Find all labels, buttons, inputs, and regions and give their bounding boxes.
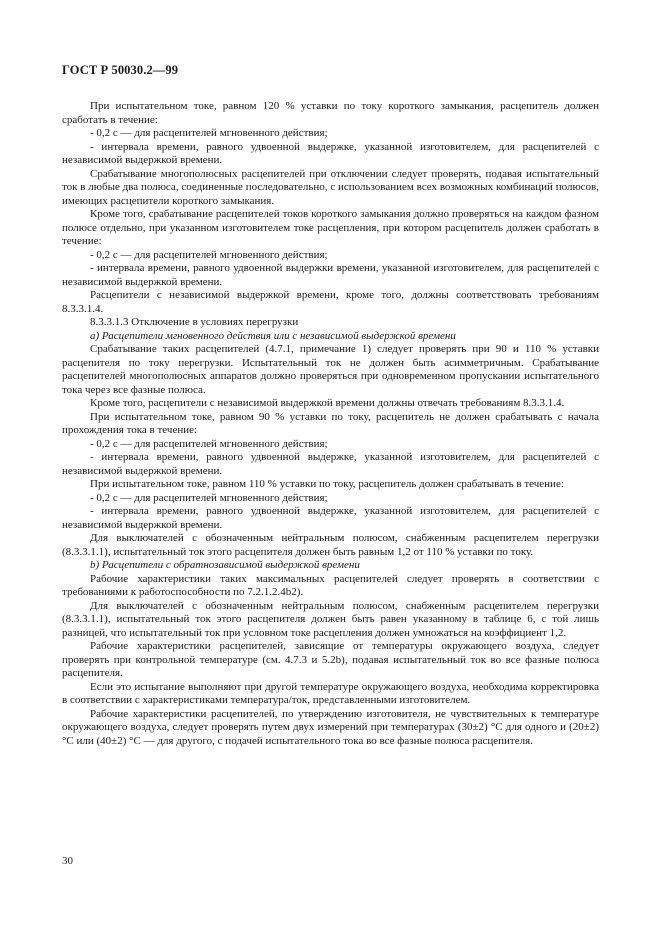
subsection-heading: а) Расцепители мгновенного действия или с независимой выдержкой времени xyxy=(90,329,456,342)
list-item: - 0,2 с — для расцепителей мгновенного действия; xyxy=(90,437,328,450)
paragraph: При испытательном токе, равном 90 % уставки по току, расцепитель не должен срабатывать с начала прохождения тока в течение: xyxy=(62,410,599,436)
document-header: ГОСТ Р 50030.2—99 xyxy=(62,63,179,77)
subsection-heading: b) Расцепители с обратнозависимой выдержкой времени xyxy=(90,559,360,571)
paragraph: Рабочие характеристики расцепителей, по утверждению изготовителя, не чувствительных к температуре окружающего воздуха, следует проверять путем двух измерений при температурах (30±2) °С для одного и (20±2) °С или (40±2) °С — для другого, с подачей испытательного тока во все фазные полюса расцепителя. xyxy=(62,707,599,747)
paragraph: Кроме того, срабатывание расцепителей токов короткого замыкания должно проверяться на каждом фазном полюсе отдельно, при указанном изготовителем токе расцепления, при котором расцепитель должен сработать в течение: xyxy=(62,208,599,247)
list-item: - интервала времени, равного удвоенной выдержке, указанной изготовителем, для расцепителей с независимой выдержкой времени. xyxy=(62,505,599,531)
paragraph: При испытательном токе, равном 110 % уставки по току, расцепитель должен срабатывать в течение: xyxy=(90,478,564,490)
document-body xyxy=(62,100,599,748)
paragraph: Расцепители с независимой выдержкой времени, кроме того, должны соответствовать требованиям 8.3.3.1.4. xyxy=(62,289,599,315)
list-item: - интервала времени, равного удвоенной выдержке, указанной изготовителем, для расцепителей с независимой выдержкой времени. xyxy=(62,451,599,477)
paragraph: Кроме того, расцепители с независимой выдержкой времени должны отвечать требованиям 8.3.3.1.4. xyxy=(90,397,565,409)
paragraph: Если это испытание выполняют при другой температуре окружающего воздуха, необходима корректировка в соответствии с характеристиками температура/ток, представленными изготовителем. xyxy=(62,680,599,706)
paragraph: При испытательном токе, равном 120 % уставки по току короткого замыкания, расцепитель должен сработать в течение: xyxy=(62,100,599,126)
paragraph: Срабатывание многополюсных расцепителей при отключении следует проверять, подавая испытательный ток в любые два полюса, соединенные последовательно, с использованием всех возможных комбинаций полюсов, имеющих расцепители короткого замыкания. xyxy=(62,167,599,207)
list-item: - интервала времени, равного удвоенной выдержке, указанной изготовителем, для расцепителей с независимой выдержкой времени. xyxy=(62,140,599,166)
paragraph: Рабочие характеристики таких максимальных расцепителей следует проверять в соответствии с требованиями к работоспособности по 7.2.1.2.4b2). xyxy=(62,572,599,598)
section-heading: 8.3.3.1.3 Отключение в условиях перегрузки xyxy=(90,316,299,328)
list-item: - 0,2 с — для расцепителей мгновенного действия; xyxy=(90,127,328,139)
paragraph: Для выключателей с обозначенным нейтральным полюсом, снабженным расцепителем перегрузки (8.3.3.1.1), испытательный ток этого расцепителя должен быть равен указанному в таблице 6, с той лишь разницей, что испытательный ток при условном токе расцепления должен умножаться на коэффициент 1,2. xyxy=(62,599,599,639)
page-number: 30 xyxy=(62,855,73,867)
list-item: - интервала времени, равного удвоенной выдержки времени, указанной изготовителем, для расцепителей с независимой выдержкой времени. xyxy=(62,262,599,288)
paragraph: Для выключателей с обозначенным нейтральным полюсом, снабженным расцепителем перегрузки (8.3.3.1.1), испытательный ток этого расцепителя должен быть равным 1,2 от 110 % уставки по току. xyxy=(62,532,599,558)
list-item: - 0,2 с — для расцепителей мгновенного действия; xyxy=(90,491,328,504)
paragraph: Рабочие характеристики расцепителей, зависящие от температуры окружающего воздуха, следует проверять при контрольной температуре (см. 4.7.3 и 5.2b), подавая испытательный ток во все фазные полюса расцепителя. xyxy=(62,640,599,679)
paragraph: Срабатывание таких расцепителей (4.7.1, примечание 1) следует проверять при 90 и 110 % уставки расцепителя по току перегрузки. Испытательный ток не должен быть асимметричным. Срабатывание расцепителей многополюсных аппаратов должно проверяться при одновременном пропускании испытательного тока через все фазные полюса. xyxy=(62,343,599,396)
list-item: - 0,2 с — для расцепителей мгновенного действия; xyxy=(90,248,328,261)
